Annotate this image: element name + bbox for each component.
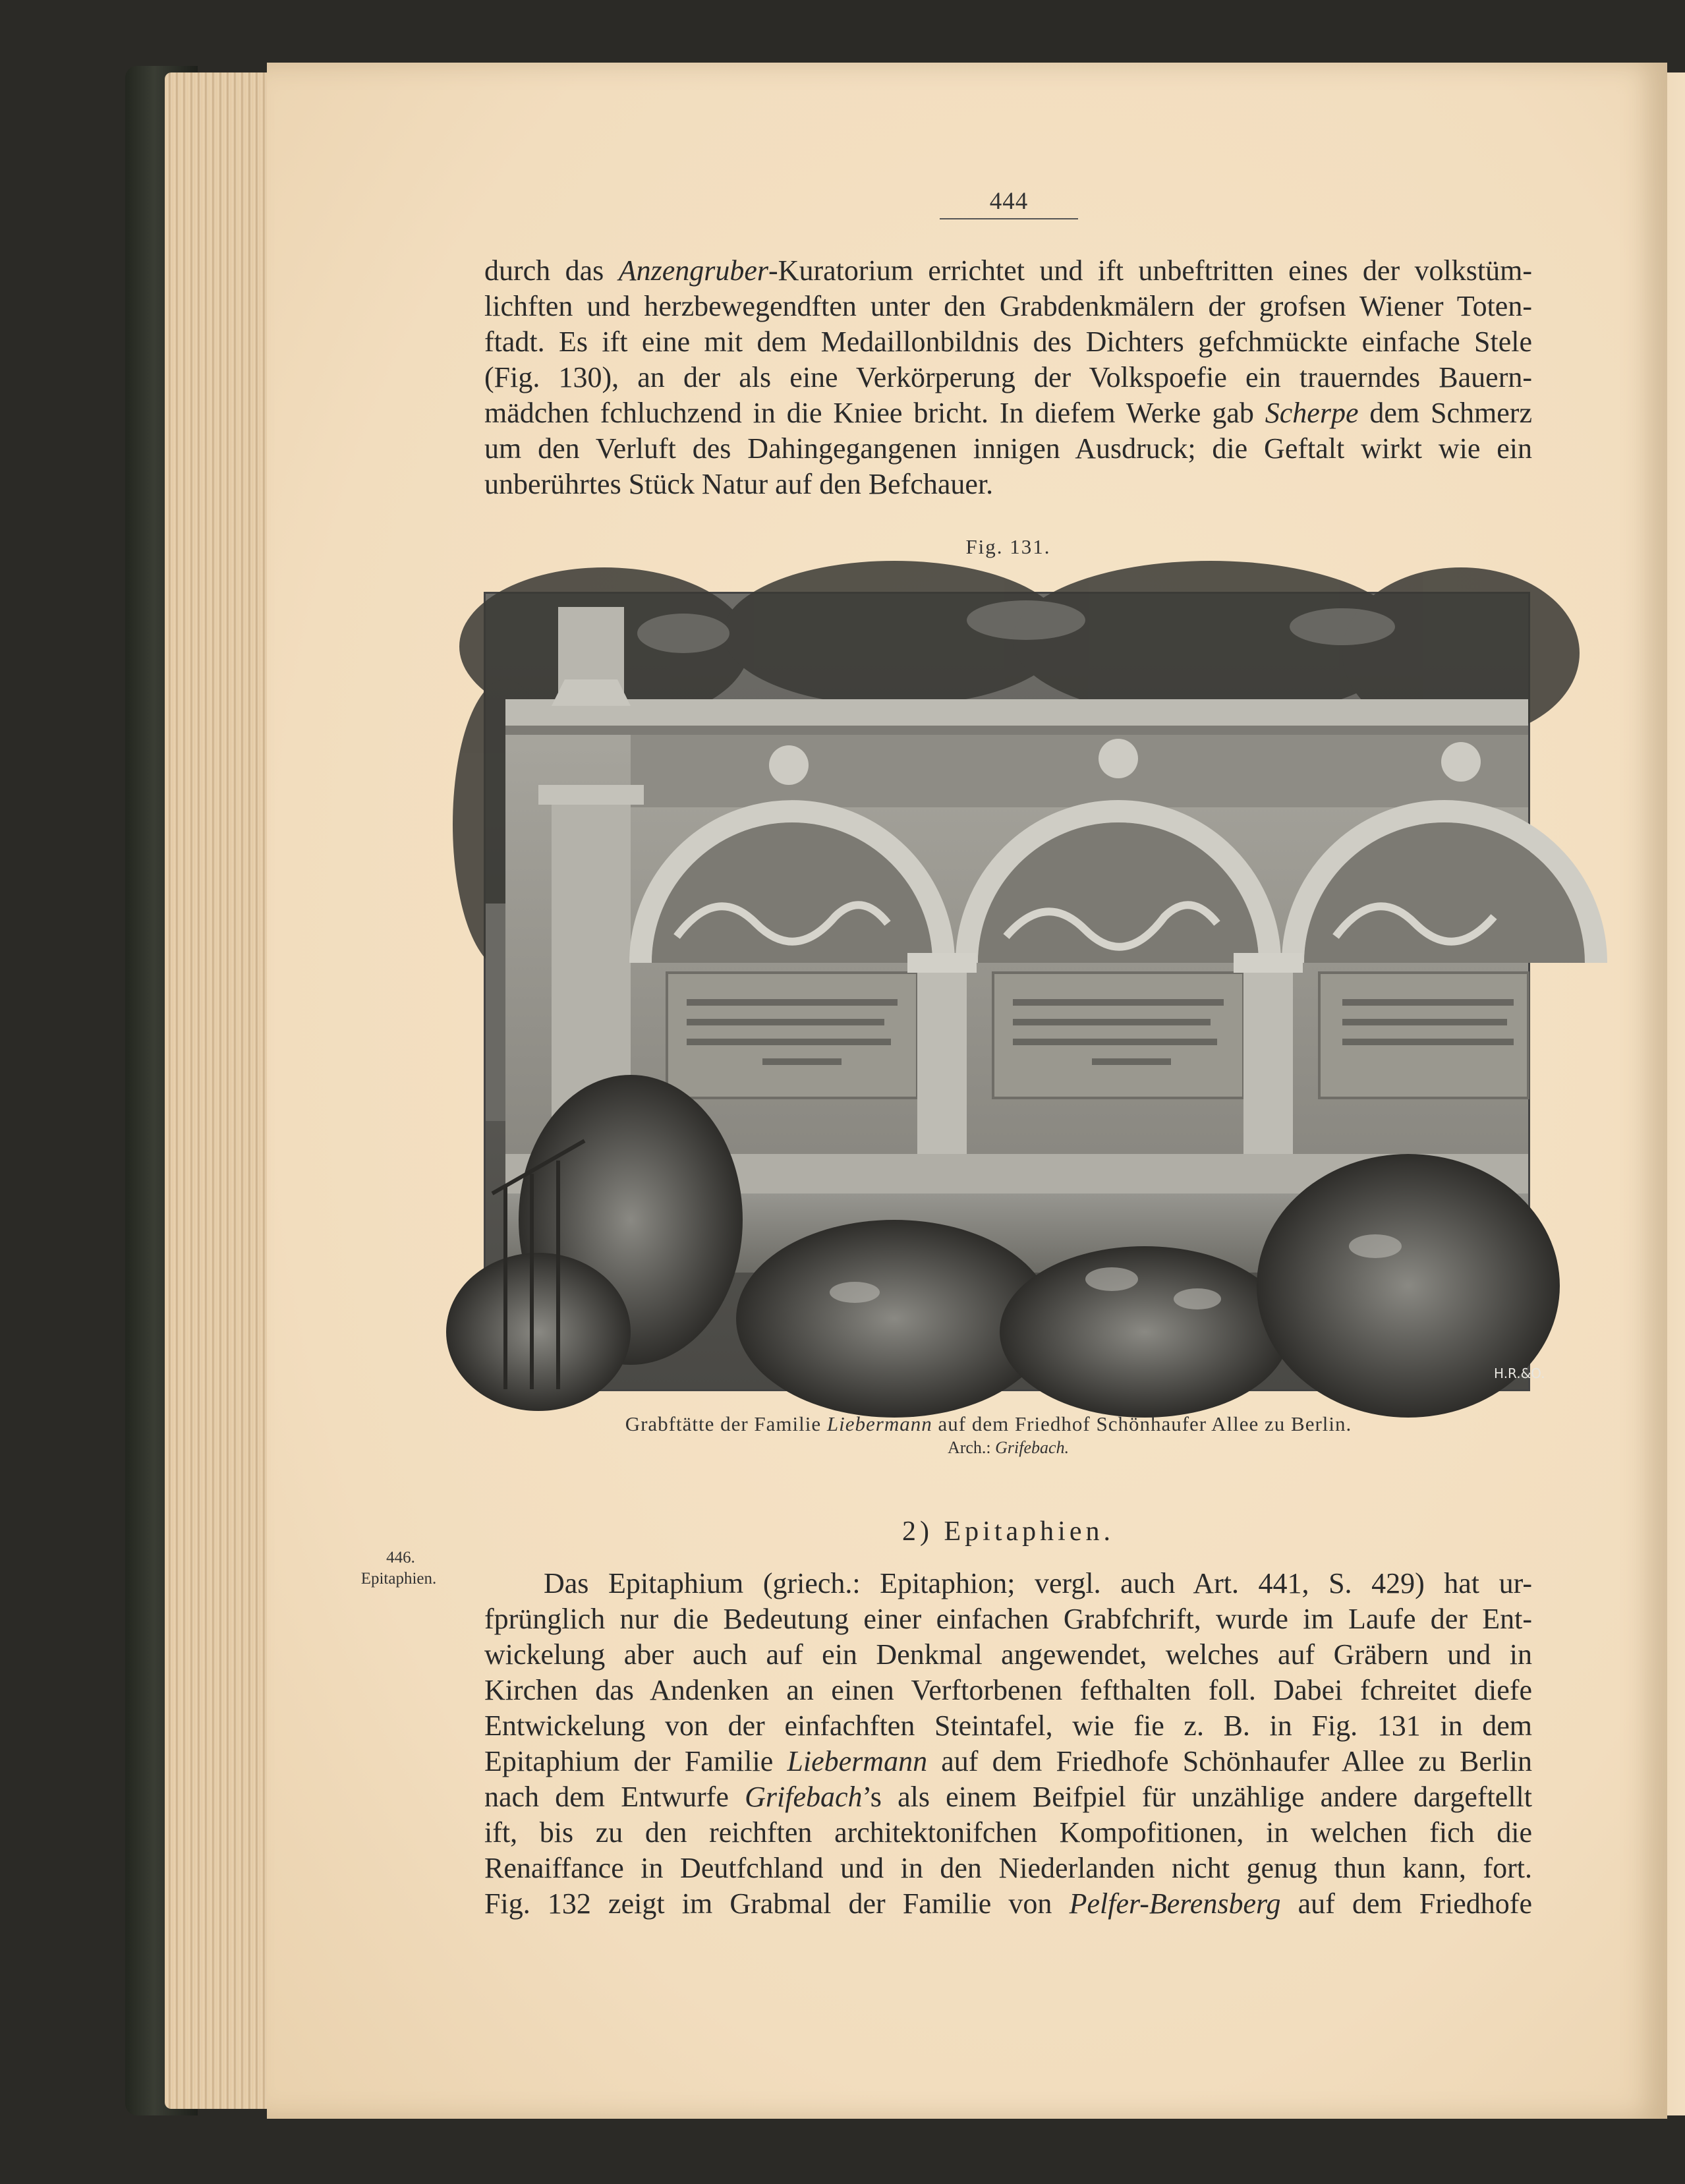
text-segment: auf dem Friedhof Schönhaufer Allee zu Berlin. [932, 1412, 1352, 1435]
figure-label: Fig. 131. [965, 535, 1051, 558]
text-line [484, 431, 1532, 467]
tomb-illustration [486, 594, 1545, 1389]
text-segment: ift, bis zu den reichften architektonifchen Kompofitionen, in welchen fich die [484, 1816, 1532, 1849]
figure-credit [909, 1438, 1107, 1458]
text-line [484, 1637, 1532, 1673]
page-edges [165, 72, 283, 2109]
text-line [484, 360, 1532, 395]
text-line [484, 1779, 1532, 1815]
text-segment: um den Verluft des Dahingegangenen innigen Ausdruck; die Geftalt wirkt wie ein [484, 432, 1532, 465]
italic-name: Liebermann [787, 1745, 928, 1777]
text-segment: wickelung aber auch auf ein Denkmal angewendet, welches auf Gräbern und in [484, 1638, 1532, 1671]
text-line [484, 1673, 1532, 1708]
engraver-signature: H.R.&O. [1494, 1365, 1545, 1381]
italic-name: Liebermann [826, 1412, 932, 1435]
italic-name: Grifebach. [995, 1438, 1070, 1457]
italic-name: Scherpe [1265, 397, 1359, 429]
text-segment: mädchen fchluchzend in die Kniee bricht. In diefem Werke gab [484, 397, 1265, 429]
text-line [484, 1708, 1532, 1744]
text-segment: auf dem Friedhofe Schönhaufer Allee zu Berlin [927, 1745, 1532, 1777]
text-line [484, 324, 1532, 360]
margin-article-label: Epitaphien. [360, 1570, 437, 1588]
text-line [484, 1851, 1532, 1886]
italic-name: Grifebach [745, 1781, 863, 1813]
text-segment: Das Epitaphium (griech.: Epitaphion; vergl. auch Art. 441, S. 429) hat ur- [544, 1567, 1532, 1599]
text-segment: Renaiffance in Deutfchland und in den Niederlanden nicht genug thun kann, fort. [484, 1852, 1532, 1884]
italic-name: Pelfer-Berensberg [1069, 1887, 1281, 1920]
text-segment: auf dem Friedhofe [1280, 1887, 1532, 1920]
bottom-paragraph [484, 1566, 1532, 1922]
text-line [484, 289, 1532, 324]
text-line [484, 395, 1532, 431]
text-segment: Fig. 132 zeigt im Grabmal der Familie von [484, 1887, 1070, 1920]
text-line [484, 467, 1532, 502]
page-number-rule [940, 218, 1078, 219]
text-line [484, 1566, 1532, 1601]
text-segment: Arch.: [947, 1438, 996, 1457]
top-paragraph [484, 253, 1532, 502]
text-segment: fprünglich nur die Bedeutung einer einfachen Grabfchrift, wurde im Laufe der Ent- [484, 1603, 1532, 1635]
text-segment: ftadt. Es ift eine mit dem Medaillonbildnis des Dichters gefchmückte einfache Stele [484, 326, 1532, 358]
figure-caption [540, 1412, 1437, 1436]
text-segment: Epitaphium der Familie [484, 1745, 787, 1777]
text-line [484, 1744, 1532, 1779]
text-segment: nach dem Entwurfe [484, 1781, 745, 1813]
margin-article-number: 446. [386, 1549, 415, 1566]
section-heading: 2) Epitaphien. [902, 1516, 1114, 1547]
text-segment: lichften und herzbewegendften unter den Grabdenkmälern der grofsen Wiener Toten- [484, 290, 1532, 322]
text-segment: (Fig. 130), an der als eine Verkörperung der Volkspoefie ein trauerndes Bauern- [484, 361, 1532, 393]
text-segment: dem Schmerz [1358, 397, 1532, 429]
text-segment: ’s als einem Beifpiel für unzählige andere dargeftellt [862, 1781, 1533, 1813]
text-line [484, 253, 1532, 289]
text-segment: -Kuratorium errichtet und ift unbeftritten eines der volkstüm- [768, 254, 1532, 287]
text-segment: durch das [484, 254, 619, 287]
text-segment: Kirchen das Andenken an einen Verftorbenen fefthalten foll. Dabei fchreitet diefe [484, 1674, 1532, 1706]
page-number: 444 [989, 188, 1029, 215]
text-segment: unberührtes Stück Natur auf den Befchauer. [484, 468, 994, 500]
figure-photograph [484, 592, 1545, 1391]
text-segment: Grabftätte der Familie [625, 1412, 827, 1435]
text-line [484, 1601, 1532, 1637]
italic-name: Anzengruber [618, 254, 769, 287]
text-segment: Entwickelung von der einfachften Steintafel, wie fie z. B. in Fig. 131 in dem [484, 1710, 1532, 1742]
text-line [484, 1886, 1532, 1922]
text-line [484, 1815, 1532, 1851]
